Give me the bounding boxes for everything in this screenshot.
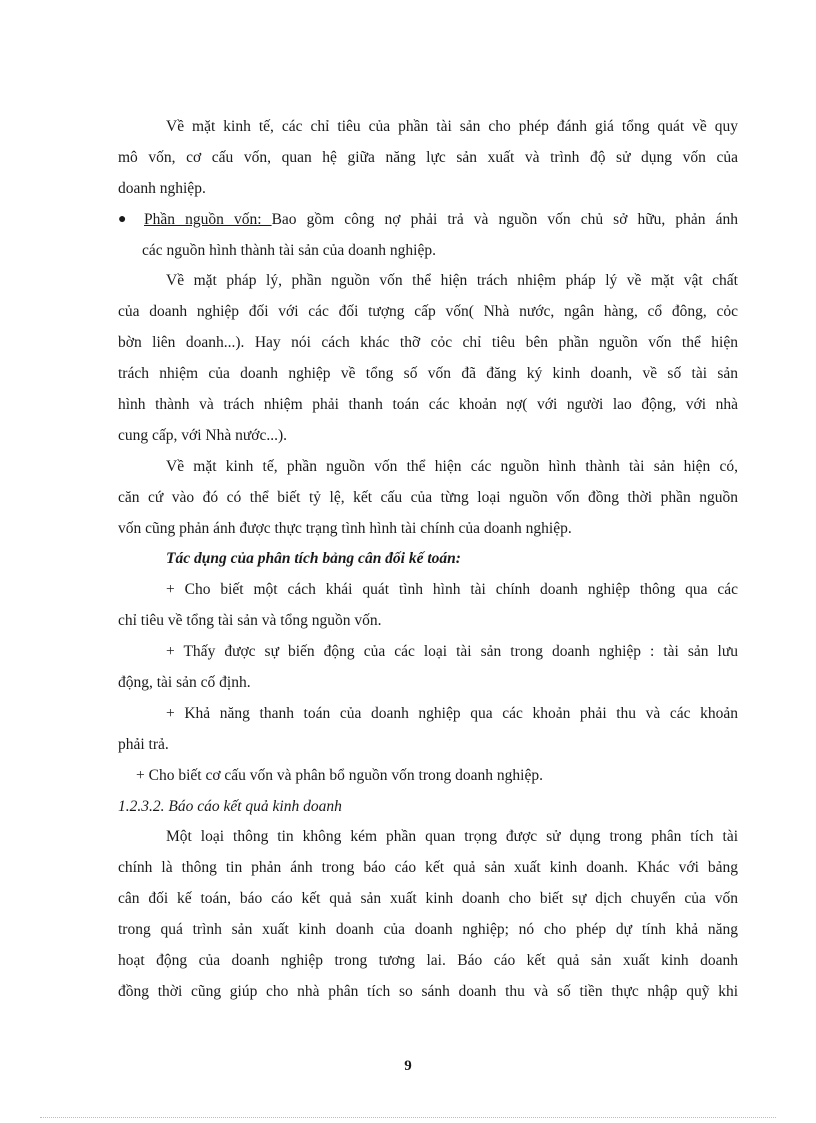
paragraph-line: doanh nghiệp.	[118, 179, 206, 197]
bullet-item	[118, 205, 738, 236]
paragraph-line: mô vốn, cơ cấu vốn, quan hệ giữa năng lực sản xuất và trình độ sử dụng vốn của	[118, 148, 738, 166]
paragraph-line: + Cho biết một cách khái quát tình hình tài chính doanh nghiệp thông qua các	[166, 581, 738, 599]
paragraph-line: + Cho biết cơ cấu vốn và phân bổ nguồn vốn trong doanh nghiệp.	[136, 766, 543, 784]
paragraph-line: đồng thời cũng giúp cho nhà phân tích so sánh doanh thu và số tiền thực nhập quỹ khi	[118, 982, 738, 1000]
paragraph-line: các nguồn hình thành tài sản của doanh nghiệp.	[142, 241, 436, 259]
subsection-heading: 1.2.3.2. Báo cáo kết quả kinh doanh	[118, 797, 342, 815]
paragraph-line: bờn liên doanh...). Hay nói cách khác thỡ cỏc chỉ tiêu bên phần nguồn vốn thể hiện	[118, 334, 738, 352]
paragraph-line: Về mặt kinh tế, các chỉ tiêu của phần tài sản cho phép đánh giá tổng quát về quy	[166, 118, 738, 135]
paragraph-line: hoạt động của doanh nghiệp trong tương lai. Báo cáo kết quả sản xuất kinh doanh	[118, 952, 738, 970]
paragraph-line: chỉ tiêu về tổng tài sản và tổng nguồn vốn.	[118, 612, 382, 630]
paragraph-line: Một loại thông tin không kém phần quan trọng được sử dụng trong phân tích tài	[166, 828, 738, 846]
paragraph-line: cung cấp, với Nhà nước...).	[118, 426, 287, 444]
bullet-content: Bao gồm công nợ phải trả và nguồn vốn chủ sở hữu, phản ánh	[271, 210, 738, 228]
paragraph-line: hình thành và trách nhiệm phải thanh toán các khoản nợ( với người lao động, với nhà	[118, 396, 738, 414]
paragraph-line: Về mặt kinh tế, phần nguồn vốn thể hiện các nguồn hình thành tài sản hiện có,	[166, 457, 738, 475]
paragraph-line: Về mặt pháp lý, phần nguồn vốn thể hiện trách nhiệm pháp lý về mặt vật chất	[166, 272, 738, 290]
paragraph-line: trách nhiệm của doanh nghiệp về tổng số vốn đã đăng ký kinh doanh, về số tài sản	[118, 365, 738, 383]
paragraph-line: động, tài sản cố định.	[118, 674, 251, 692]
paragraph-line: + Khả năng thanh toán của doanh nghiệp qua các khoản phải thu và các khoản	[166, 704, 738, 722]
footer-divider	[40, 1117, 776, 1118]
bullet-icon: ●	[118, 211, 127, 227]
paragraph-line: + Thấy được sự biến động của các loại tài sản trong doanh nghiệp : tài sản lưu	[166, 643, 738, 661]
paragraph-line: chính là thông tin phản ánh trong báo cáo kết quả sản xuất kinh doanh. Khác với bảng	[118, 859, 738, 877]
paragraph-line: của doanh nghiệp đối với các đối tượng cấp vốn( Nhà nước, ngân hàng, cổ đông, cỏc	[118, 303, 738, 321]
body-text	[118, 112, 738, 1008]
paragraph-line: trong quá trình sản xuất kinh doanh của doanh nghiệp; nó cho phép dự tính khả năng	[118, 921, 738, 939]
bullet-label: Phần nguồn vốn:	[144, 210, 272, 228]
bullet-text	[144, 205, 738, 236]
paragraph-line: phải trả.	[118, 735, 169, 753]
section-heading: Tác dụng của phân tích bảng cân đối kế toán:	[166, 550, 461, 568]
paragraph-line: vốn cũng phản ánh được thực trạng tình hình tài chính của doanh nghiệp.	[118, 519, 572, 537]
paragraph-line: căn cứ vào đó có thể biết tỷ lệ, kết cấu của từng loại nguồn vốn đồng thời phần nguồn	[118, 488, 738, 506]
page-number: 9	[404, 1058, 412, 1074]
paragraph-line: cân đối kế toán, báo cáo kết quả sản xuất kinh doanh cho biết sự dịch chuyển của vốn	[118, 890, 738, 908]
